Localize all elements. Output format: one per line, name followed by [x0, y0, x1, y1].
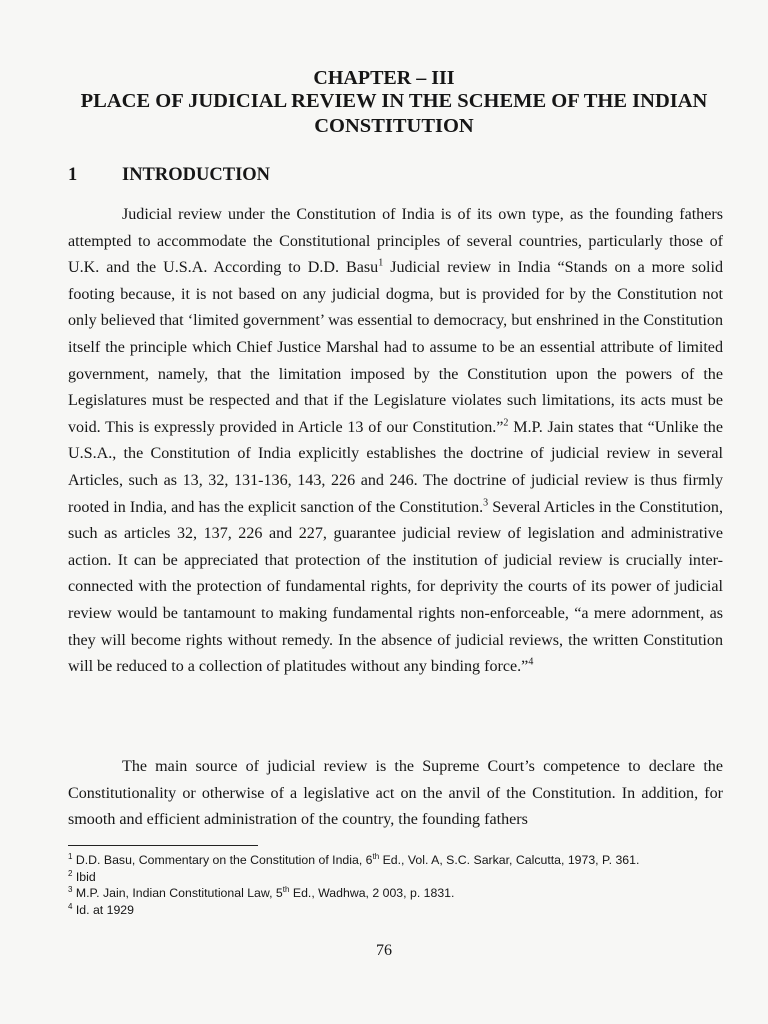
footnote-divider	[68, 845, 258, 846]
footnote-ref-2: 2	[503, 417, 509, 429]
page-number: 76	[376, 942, 392, 959]
footnote-ref-4: 4	[528, 656, 534, 668]
footnote-2: $^2$ Ibid	[68, 868, 96, 884]
paragraph-2	[68, 754, 723, 834]
footnote-3: $^3$ M.P. Jain, Indian Constitutional Law, 5th Ed., Wadhwa, 2 003, p. 1831.	[68, 884, 455, 900]
footnotes	[68, 852, 728, 918]
chapter-label: CHAPTER – III	[313, 67, 455, 89]
footnote-ref-1: 1	[378, 257, 384, 269]
footnote-ref-3: 3	[483, 497, 489, 509]
footnote-1: $^1$ D.D. Basu, Commentary on the Constitution of India, 6th Ed., Vol. A, S.C. Sarkar, Calcutta, 1973, P. 361.	[68, 851, 640, 867]
section-number: 1	[68, 165, 78, 185]
chapter-title: PLACE OF JUDICIAL REVIEW IN THE SCHEME OF THE INDIAN CONSTITUTION	[80, 90, 708, 137]
paragraph-text: The main source of judicial review is the Supreme Court’s competence to declare the Constitutionality or otherwise of a legislative act on the anvil of the Constitution. In addition, for smooth and efficient administration of the country, the founding fathers	[68, 758, 723, 829]
paragraph-1	[68, 202, 723, 681]
paragraph-text: M.P. Jain states that “Unlike the U.S.A., the Constitution of India explicitly establishes the doctrine of judicial review in several Articles, such as 13, 32, 131-136, 143, 226 and 246. The doctrine of judicial review is thus firmly rooted in India, and has the explicit sanction of the Constitution.	[68, 418, 723, 516]
section-title: INTRODUCTION	[122, 165, 271, 185]
paragraph-text: Judicial review under the Constitution of India is of its own type, as the founding fathers attempted to accommodate the Constitutional principles of several countries, particularly those of U.K. and the U.S.A. According to D.D. Basu	[68, 206, 723, 277]
section-heading	[68, 165, 270, 186]
paragraph-text: Several Articles in the Constitution, such as articles 32, 137, 226 and 227, guarantee judicial review of legislation and administrative action. It can be appreciated that protection of the institution of judicial review is crucially inter-connected with the protection of fundamental rights, for deprivity the courts of its power of judicial review would be tantamount to making fundamental rights non-enforceable, “a mere adornment, as they will become rights without remedy. In the absence of judicial reviews, the written Constitution will be reduced to a collection of platitudes without any binding force.”	[68, 498, 723, 676]
footnote-4: $^4$ Id. at 1929	[68, 901, 134, 917]
paragraph-text: Judicial review in India “Stands on a more solid footing because, it is not based on any judicial dogma, but is provided for by the Constitution not only believed that ‘limited government’ was essential to democracy, but enshrined in the Constitution itself the principle which Chief Justice Marshal had to assume to be an essential attribute of limited government, namely, that the limitation imposed by the Constitution upon the powers of the Legislatures must be respected and that if the Legislature violates such limitations, its acts must be void. This is expressly provided in Article 13 of our Constitution.”	[68, 259, 723, 436]
